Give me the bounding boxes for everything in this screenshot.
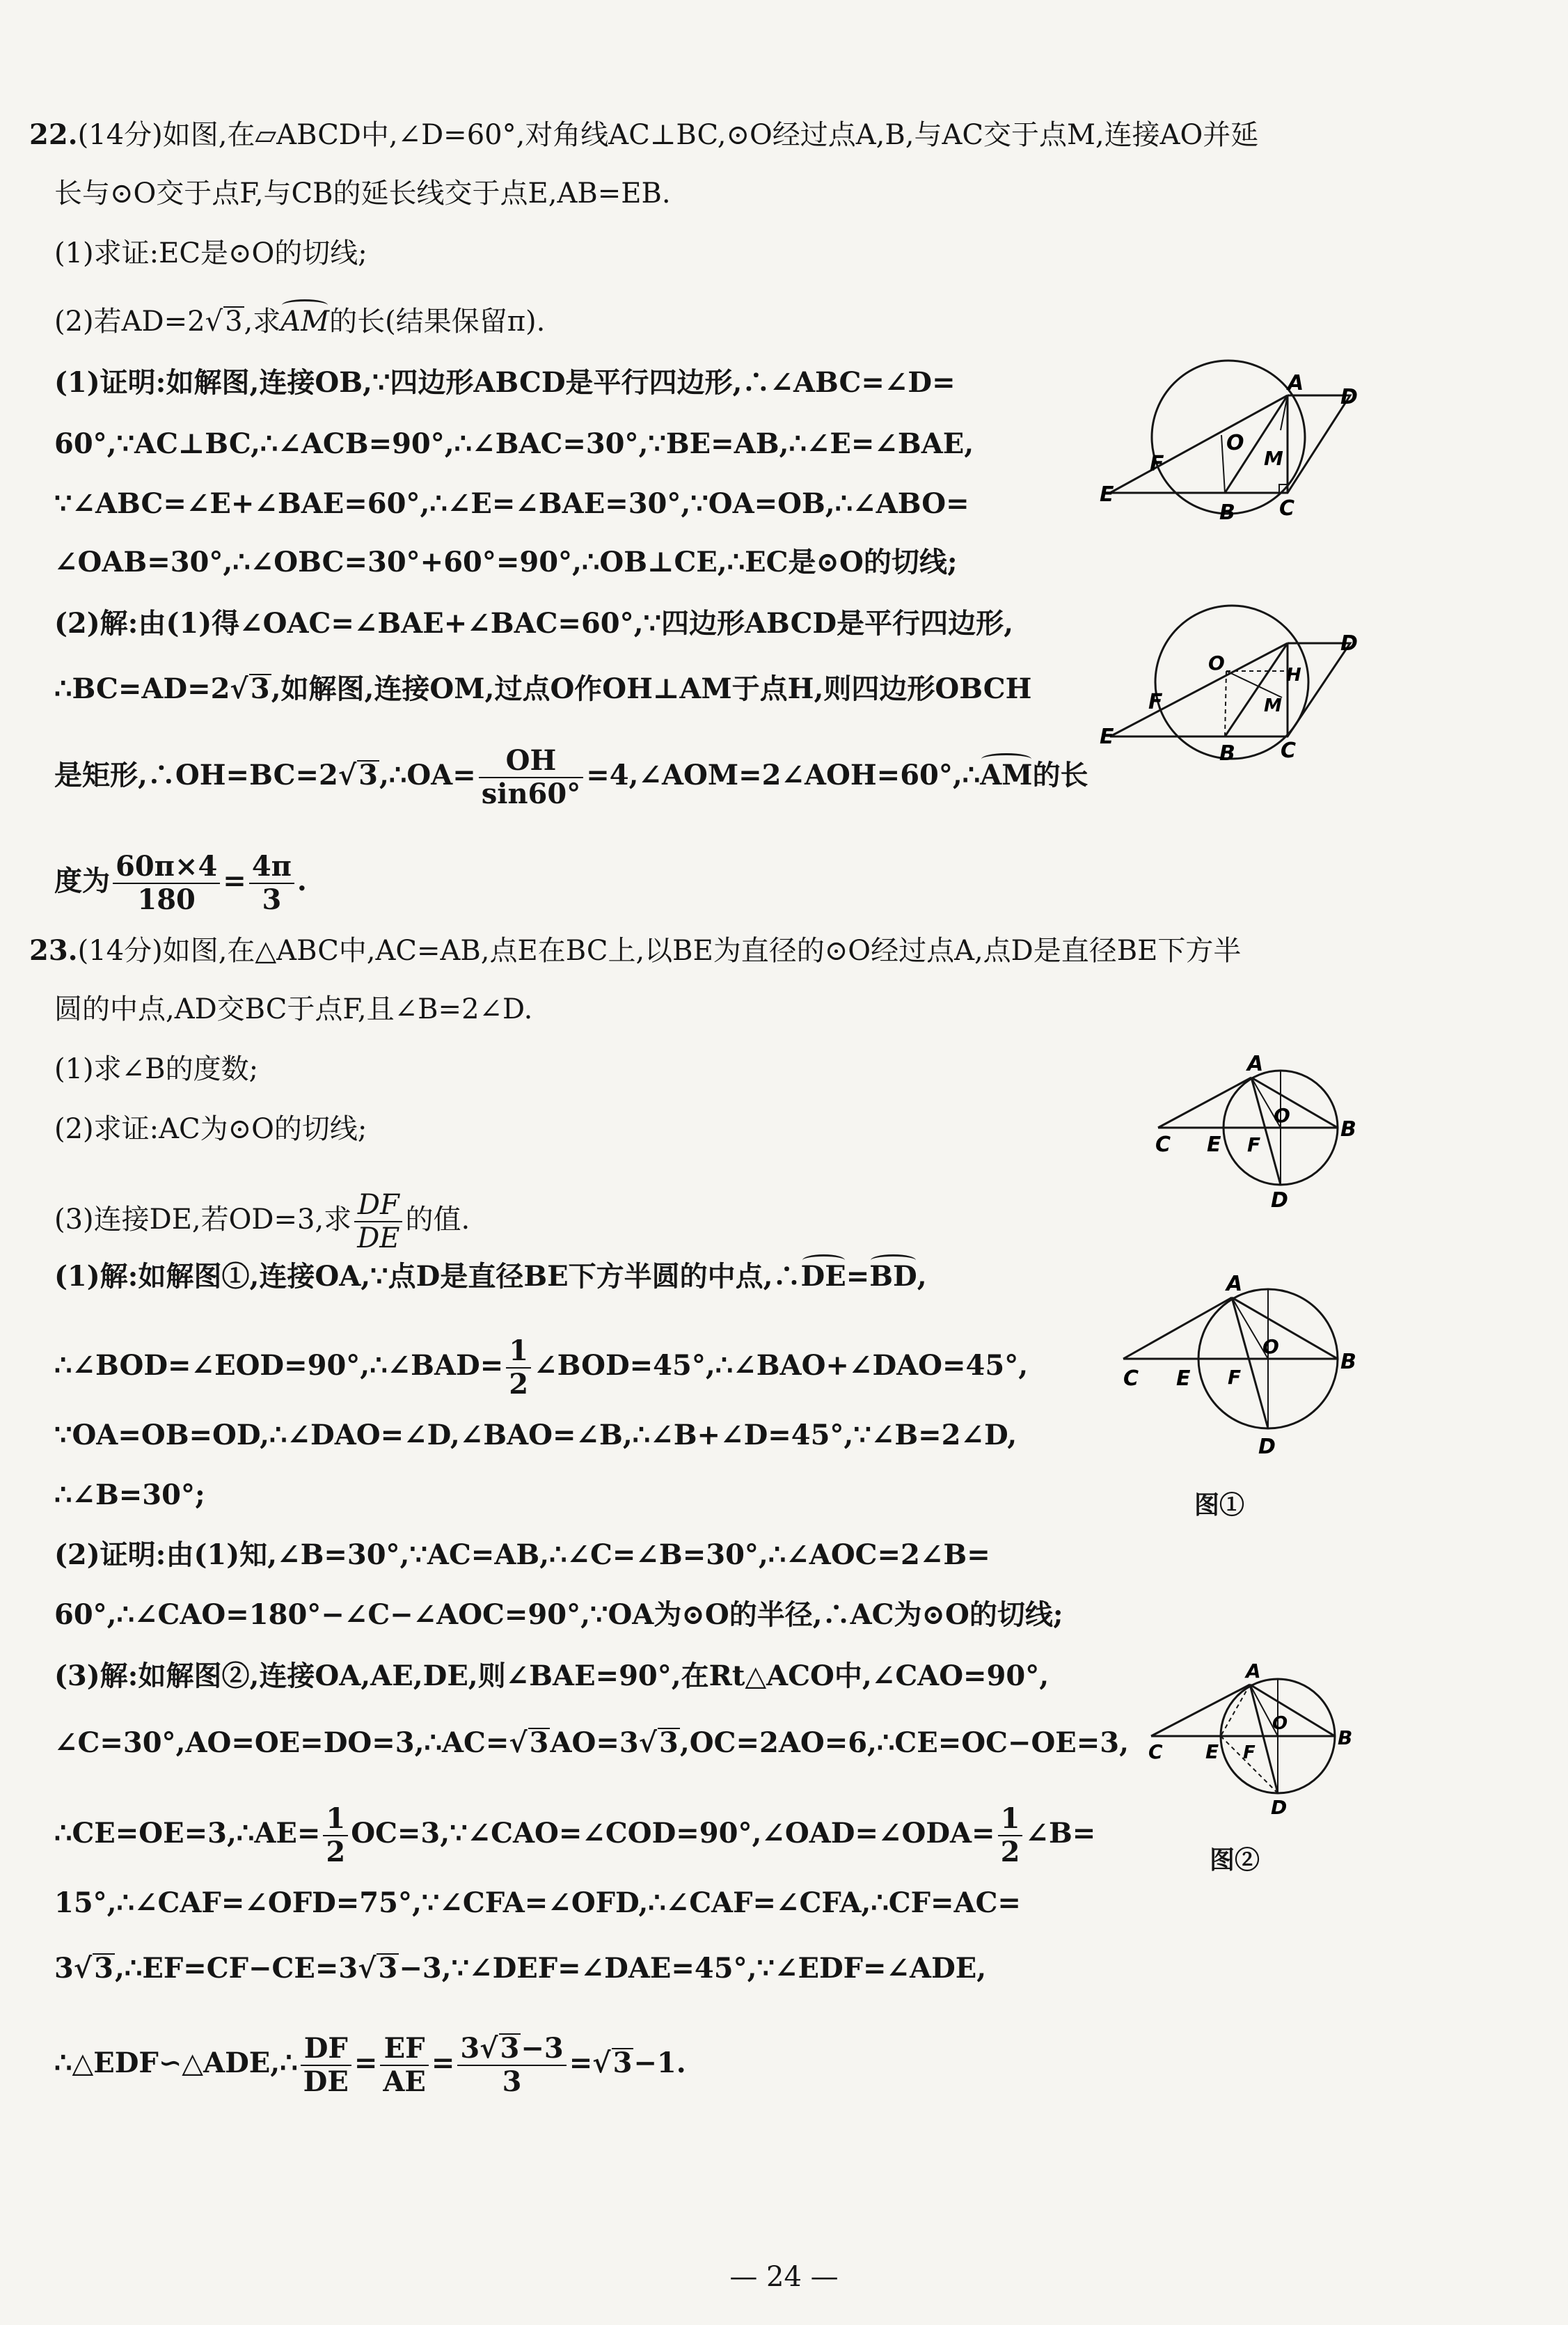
svg-text:C: C [1279,496,1295,521]
svg-text:M: M [1264,695,1282,716]
svg-text:F: F [1228,1366,1242,1389]
svg-text:O: O [1208,652,1225,675]
p23-part2: (2)求证:AC为⊙O的切线; [54,1113,367,1145]
p23-sol-line3: ∵OA=OB=OD,∴∠DAO=∠D,∠BAO=∠B,∴∠B+∠D=45°,∵∠B=2∠D, [54,1419,1017,1451]
svg-text:D: D [1271,1796,1288,1819]
p23-solution-figure2 [1141,1654,1371,1821]
p23-sol-line12: ∴△EDF∽△ADE,∴ $\frac{DF}{DE}$ = $\frac{EF}{AE}$ = $\frac{3√3-3}{3}$ =√3−1. [54,2032,686,2098]
figure2-caption: 图② [1210,1845,1260,1875]
svg-text:O: O [1226,431,1244,455]
p22-sol-line5: (2)解:由(1)得∠OAC=∠BAE+∠BAC=60°,∵四边形ABCD是平行四边形, [54,607,1014,640]
svg-text:D: D [1340,631,1358,656]
svg-text:A: A [1246,1660,1261,1682]
p22-figure1 [1100,348,1378,529]
svg-text:E: E [1205,1740,1219,1763]
p23-part1: (1)求∠B的度数; [54,1053,259,1085]
p22-stem-line1: 22.(14分)如图,在▱ABCD中,∠D=60°,对角线AC⊥BC,⊙O经过点A,B,与AC交于点M,连接AO并延 [29,118,1259,151]
p23-figure [1148,1050,1364,1217]
svg-text:O: O [1274,1104,1290,1127]
svg-text:E: E [1100,725,1114,749]
svg-text:O: O [1262,1335,1279,1358]
p23-sol-line1: (1)解:如解图①,连接OA,∵点D是直径BE下方半圆的中点,∴DE=BD, [54,1257,927,1296]
p22-sol-line2: 60°,∵AC⊥BC,∴∠ACB=90°,∴∠BAC=30°,∵BE=AB,∴∠E=∠BAE, [54,427,974,460]
svg-text:M: M [1264,447,1283,470]
p23-stem-line2: 圆的中点,AD交BC于点F,且∠B=2∠D. [54,993,533,1025]
p23-sol-line11: 3√3,∴EF=CF−CE=3√3−3,∵∠DEF=∠DAE=45°,∵∠EDF=∠ADE, [54,1952,987,1985]
svg-text:D: D [1340,385,1358,409]
svg-text:B: B [1340,1350,1356,1374]
svg-text:D: D [1258,1435,1276,1459]
p23-stem-line1: 23.(14分)如图,在△ABC中,AC=AB,点E在BC上,以BE为直径的⊙O经过点A,点D是直径BE下方半 [29,934,1242,967]
p22-stem-line2: 长与⊙O交于点F,与CB的延长线交于点E,AB=EB. [54,178,671,210]
p23-sol-line9: ∴CE=OE=3,∴AE= $\frac{1}{2}$ OC=3,∵∠CAO=∠COD=90°,∠OAD=∠ODA= $\frac{1}{2}$ ∠B= [54,1802,1096,1868]
svg-text:F: F [1243,1742,1256,1763]
svg-text:F: F [1150,452,1164,476]
svg-text:A: A [1288,371,1304,395]
p23-sol-line4: ∴∠B=30°; [54,1479,205,1511]
figure1-caption: 图① [1194,1490,1245,1520]
p22-sol-line4: ∠OAB=30°,∴∠OBC=30°+60°=90°,∴OB⊥CE,∴EC是⊙O的切线; [54,546,958,578]
svg-text:E: E [1176,1366,1191,1391]
svg-text:C: C [1148,1740,1163,1763]
svg-text:C: C [1281,739,1297,763]
svg-text:A: A [1247,1052,1264,1076]
svg-text:C: C [1123,1366,1139,1391]
svg-text:B: B [1338,1726,1353,1749]
svg-text:O: O [1272,1713,1288,1734]
svg-text:B: B [1340,1117,1356,1142]
p22-sol-line3: ∵∠ABC=∠E+∠BAE=60°,∴∠E=∠BAE=30°,∵OA=OB,∴∠ABO= [54,487,969,520]
p23-sol-line6: 60°,∴∠CAO=180°−∠C−∠AOC=90°,∵OA为⊙O的半径,∴AC为⊙O的切线; [54,1598,1063,1631]
p23-sol-line7: (3)解:如解图②,连接OA,AE,DE,则∠BAE=90°,在Rt△ACO中,∠CAO=90°, [54,1660,1050,1692]
svg-text:D: D [1271,1188,1288,1213]
p23-part3: (3)连接DE,若OD=3,求 $\frac{DF}{DE}$ 的值. [54,1189,470,1254]
svg-text:E: E [1207,1133,1221,1157]
p22-sol-line7: 是矩形,∴OH=BC=2√3,∴OA= $\frac{OH}{\sin 60^\circ}$ =4,∠AOM=2∠AOH=60°,∴AM的长 [54,744,1088,810]
p22-sol-line1: (1)证明:如解图,连接OB,∵四边形ABCD是平行四边形,∴∠ABC=∠D= [54,366,956,399]
p23-sol-line8: ∠C=30°,AO=OE=DO=3,∴AC=√3AO=3√3,OC=2AO=6,∴CE=OC−OE=3, [54,1726,1130,1759]
p22-sol-line8: 度为 $\frac{60\pi\times 4}{180}$ = $\frac{4\pi}{3}$ . [54,850,307,916]
p23-sol-line5: (2)证明:由(1)知,∠B=30°,∵AC=AB,∴∠C=∠B=30°,∴∠AOC=2∠B= [54,1538,990,1571]
p22-sol-line6: ∴BC=AD=2√3,如解图,连接OM,过点O作OH⊥AM于点H,则四边形OBCH [54,672,1032,705]
p22-part1: (1)求证:EC是⊙O的切线; [54,237,367,269]
p22-part2: (2)若AD=2√3,求AM的长(结果保留π). [54,302,545,341]
svg-text:B: B [1219,501,1235,525]
svg-text:H: H [1286,665,1301,686]
svg-text:A: A [1226,1272,1243,1296]
p23-sol-line2: ∴∠BOD=∠EOD=90°,∴∠BAD= $\frac{1}{2}$ ∠BOD=45°,∴∠BAO+∠DAO=45°, [54,1334,1029,1401]
svg-text:F: F [1148,690,1163,714]
svg-text:F: F [1247,1133,1261,1156]
p22-figure2 [1100,600,1378,767]
p23-sol-line10: 15°,∴∠CAF=∠OFD=75°,∵∠CFA=∠OFD,∴∠CAF=∠CFA,∴CF=AC= [54,1886,1021,1919]
svg-text:E: E [1100,482,1114,507]
p23-solution-figure1 [1114,1267,1364,1462]
page-number: — 24 — [729,2261,839,2293]
svg-text:C: C [1155,1133,1171,1157]
svg-text:B: B [1219,741,1235,766]
